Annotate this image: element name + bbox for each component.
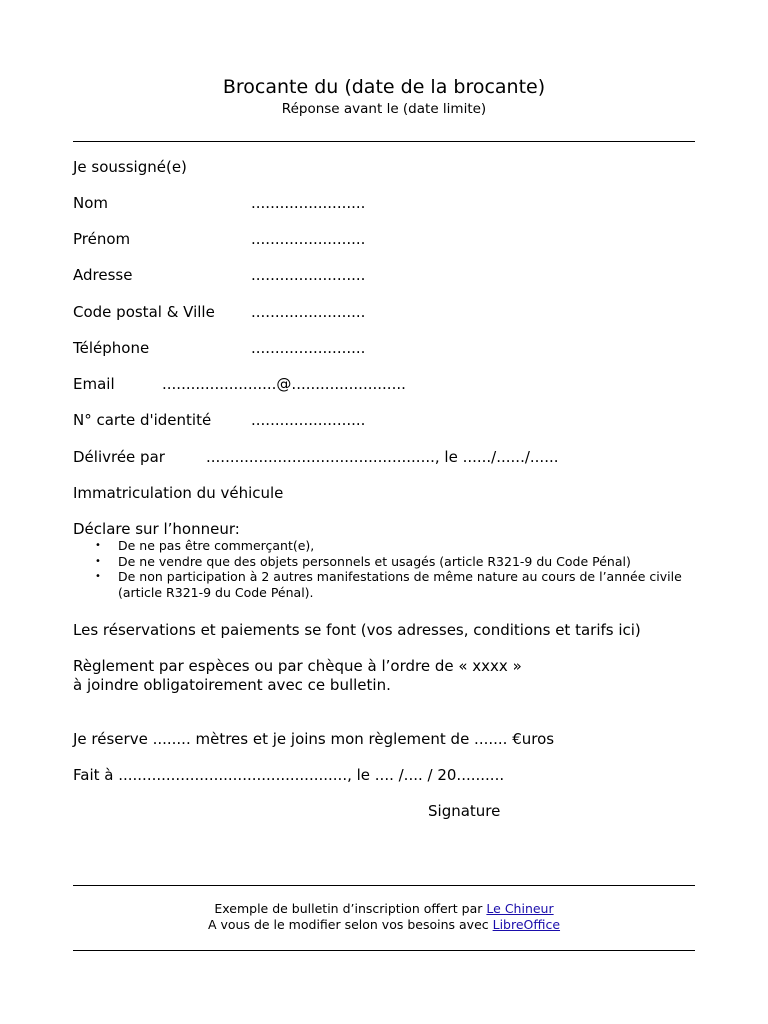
declaration-list [95,538,682,600]
footer-line-1: Exemple de bulletin d’inscription offert par Le Chineur [214,901,554,916]
delivree-label: Délivrée par [73,448,165,466]
adresse-field[interactable]: ........................ [251,266,366,284]
libreoffice-link[interactable]: LibreOffice [492,917,561,932]
footer-bottom-divider [73,950,695,951]
carte-identite-label: N° carte d'identité [73,411,212,429]
telephone-field[interactable]: ........................ [251,339,366,357]
signature-label: Signature [428,802,501,820]
reglement-line-1: Règlement par espèces ou par chèque à l’ordre de « xxxx » [73,657,522,675]
code-postal-field[interactable]: ........................ [251,303,366,321]
page-title: Brocante du (date de la brocante) [222,76,546,98]
list-item: • De ne vendre que des objets personnels et usagés (article R321-9 du Code Pénal) [95,553,631,569]
email-field[interactable]: ........................@........................ [162,375,406,393]
list-item: • De ne pas être commerçant(e), [95,538,315,553]
bullet-icon: • [95,540,101,551]
reglement-line-2: à joindre obligatoirement avec ce bulletin. [73,676,391,694]
le-chineur-link[interactable]: Le Chineur [486,901,554,916]
footer-top-divider [73,885,695,886]
reservations-text: Les réservations et paiements se font (vos adresses, conditions et tarifs ici) [73,621,641,639]
telephone-label: Téléphone [73,339,150,357]
prenom-label: Prénom [73,230,131,248]
code-postal-label: Code postal & Ville [73,303,215,321]
immatriculation-label: Immatriculation du véhicule [73,484,284,502]
list-item-continuation: (article R321-9 du Code Pénal). [118,584,314,600]
nom-label: Nom [73,194,109,212]
adresse-label: Adresse [73,266,133,284]
prenom-field[interactable]: ........................ [251,230,366,248]
page-subtitle: Réponse avant le (date limite) [281,101,487,117]
email-label: Email [73,375,115,393]
declaration-heading: Déclare sur l’honneur: [73,520,240,538]
reserve-line[interactable]: Je réserve ........ mètres et je joins mon règlement de ....... €uros [73,730,555,748]
bullet-icon: • [95,571,101,582]
delivree-field[interactable]: ................................................, le ....../....../...... [206,448,559,466]
footer-line-2: A vous de le modifier selon vos besoins avec LibreOffice [207,917,561,932]
nom-field[interactable]: ........................ [251,194,366,212]
fait-a-line[interactable]: Fait à ................................................, le .... /.... / 20.......... [73,766,505,784]
list-item: • De non participation à 2 autres manifestations de même nature au cours de l’année civile [95,569,682,584]
top-divider [73,141,695,142]
intro-text: Je soussigné(e) [73,158,187,176]
bullet-icon: • [95,555,101,567]
carte-identite-field[interactable]: ........................ [251,411,366,429]
